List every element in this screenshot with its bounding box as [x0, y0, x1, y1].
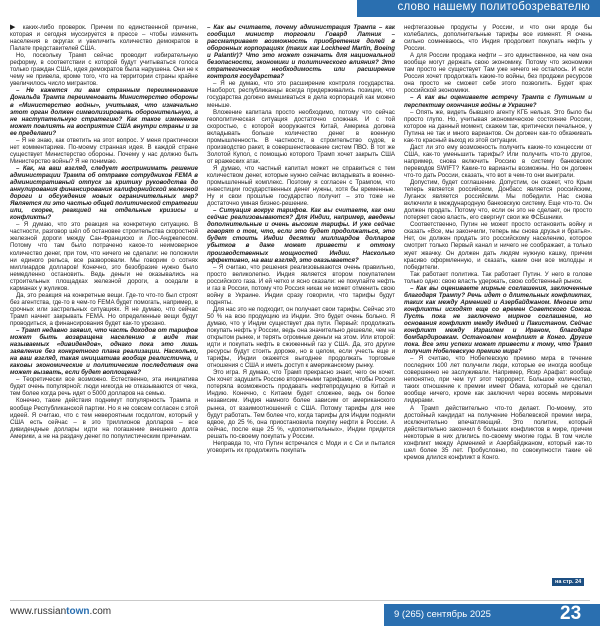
continuation-arrow-icon: ▶ — [10, 24, 23, 31]
paragraph: Неправда то, что Путин встречался с Моди и с Си и пытался уговорить их продолжить покупать — [207, 439, 395, 454]
interview-question: – Не кажется ли вам странным переименование Дональда Трампа переименовать Министерство обороны в «Министерство войны», учитывая, что изначально этот орган должен символизировать оборонительную, а не наступательную стратегию? Как такое изменение может повлиять на восприятие США внутри страны и за ее пределами? — [10, 87, 198, 137]
footer-site-suffix: .com — [89, 606, 112, 617]
paragraph-text: каких-либо проверок. Причем по единственной причине, которая и сегодня муссируется в прессе – чтобы изменить населения в округах и увеличить количество демократов в Палате представителей США. — [10, 24, 198, 53]
continued-tag: на стр. 24 — [552, 578, 584, 586]
paragraph: Конечно, такие действия поднимут популярность Трампа и вообще Республиканской партии. Но я не совсем согласен с этой идеей. Я считаю, что с тем невероятным госдолгом, который у США есть сейчас – в это триллионов долларов – все дивидендные доллары идти на погашение внешнего долга Америки, а не на раздачу денег по популистическим причинам. — [10, 397, 198, 440]
paragraph: Вложение капитала просто необходимо, потому что сейчас геополитическая ситуация достаточно сложная. И с той скоростью, с которой вооружается Китай, Америка должна вкладывать больше количество денег в военную промышленность. В частности, в строительство судов, в производство ракет, в совершенствование систем ПВО. В тот же Золотой Купол, с помощью которого Трамп хочет закрыть США от вражеских атак. — [207, 108, 395, 165]
paragraph: Так работает политика. Так работает Путин. У него в голове только одно: свою власть удержать, свою собственный рынок. — [404, 270, 592, 285]
paragraph: – Я не думаю, что это расширение контроля государства. Наоборот, республиканцы всегда придерживались позиции, что государства должно вмешиваться в дела корпораций как можно меньше. — [207, 80, 395, 109]
paragraph: А Трамп действительно что-то делает. По-моему, это достойный кандидат на получение Нобелевской премии мира, исключительно впечатляющий. Это политик, который действительно закончил 6 больших конфликтов в мире, причем некоторые в них длились по-своему многие годы. В том числе конфликт между Арменией и Азербайджаном, который как-то шел более 35 лет. Пробусловно, по совокупности такие её кремов длился конфликт в Конго. — [404, 404, 592, 461]
paragraph: Это игра. Я думаю, что Трамп прекрасно знает, чего он хочет. Он хочет задушить Россию вторичными тарифами, чтобы Россия потеряла возможность продавать нефтепродукцию в Китай и Индию. Конечно, с Китаем будет сложнее, ведь он более независим. Индия намного более зависим от американского рынка, от взаимоотношений с США. Потому тарифы для нее будут работать. Тем более что, когда тарифы для Индии подняли вдвое, до 25 %, она приостановила покупку нефти в России. А сейчас, после еще 25 %, «дополнительных», Индии придется решать по-своему покупать у России. — [207, 369, 395, 440]
interview-question: – Ситуация вокруг тарифов. Как вы считаете, как они сейчас реализовываются? Для Индии, например, введены дополнительные и очень высокие тарифы. И уже сейчас говорят о том, что, если это будет продолжаться, это будет стоить Индии десятки миллиардов долларов убытков в даже может привести к оттоку производственных мощностей Индии. Насколько эффективно, на ваш взгляд, это оказывается? — [207, 207, 395, 264]
paragraph: Даст ли это ему возможность получить какие-то концессии от США, как-то уменьшить тарифы? Или получить что-то другое, например, снова включить Россию в систему банковских переводов SWIFT? Какие-то варианты возможны. Но он должен что-то дать России, сказать, что вот в чем-то они выиграли. — [404, 143, 592, 179]
paragraph: Для нас это не подходит, он получает свои тарифы. Сейчас это 50 % на всю продукцию из Индии. Это будет очень больно. Я думаю, что у Индии существует два пути. Первый: продолжать покупать нефть у России, ведь она значительно дешевле, чем на открытом рынке, и терять огромные деньги на этом. Или второй: идти и покупать нефть в сжиженный газ у США. Да, это другие ресурсы будут стоить дороже, но в целом, если учесть еще и тарифы, Индии окажется выгоднее продолжать торговые отношения с США и иметь доступ к американскому рынку. — [207, 305, 395, 370]
paragraph: Соответственно, Путин не может просто остановить войну и сказать «Все, мы закончили, теперь мы снова друзья и братья». Нет, он должен продать это российскому населению, которое смотрит только Первый канал и ничего не соображает, а только жует жвачку. Он должен дать людям нужную кашку, причем красиво оформленную, и сказать, какие они все молодцы и победители. — [404, 221, 592, 271]
footer-site-prefix: www.russian — [10, 606, 67, 617]
paragraph: А для России продажа нефти – это единственное, на чем она вообще могут держать свою экономику. Потому что экономики там просто не существует Там уже ничего не осталось. И если Россия хочет продолжать какие-то войны, без продажи ресурсов она просто не сможет себе этого позволить. Будет крах российской экономики. — [404, 52, 592, 95]
paragraph: – Я считаю, что решения реализовываются очень правильно, просто великолепно. Индия является втором покупателем российского газа. И ей четко и ясно сказали: не покупайте нефть и газ в России, потому что Россия никак не может отменить свою войну в Украине. Индии сразу говорили, что тарифы будут подняты. — [207, 263, 395, 306]
interview-question: – Как вы считаете, почему администрация Трампа – как сообщил министр торговли Говард Латник – рассматривает возможность приобретения долей в оборонных корпорациях (таких как Lockheed Martin, Boeing и Palantir)? Что это может означать для национальной безопасности, экономики и политического влияния? Это стратегическая необходимость или расширение контроля государства? — [207, 24, 395, 81]
footer-divider — [10, 600, 590, 601]
paragraph: – Я считаю, что Нобелевскую премию мира в течение последних 100 лет получили люди, которые ее иногда вообще совершенно не заслуживали. Например, Ясир Арафат: вообще непонятно, при чем тут этот террорист. Большое количество, таких отношение к премии имеет Обама, который не сделал вообще ничего, кроме как заключил через восемь мировыми лидерами. — [404, 355, 592, 405]
paragraph: – Я думаю, что это реакция на конкретную ситуацию. В частности, разговор шёл об остановке строительства скоростной железной дороги между Сан-Франциско и Лос-Анджелесом. Потому что там было потрачено какое-то неимоверное количество денег, при том, что ничего не сделали: не положили ни единого рельса, все разворовали. Мы говорим о сотнях миллиардов долларов! Конечно, это безобразие нужно было немедленно остановить. Ведь деньги не оказывались на строительных площадках железной дороги, а оседали в карманах у жуликов. — [10, 221, 198, 292]
paragraph: – Я не знаю, как ответить на этот вопрос. У меня практически нет комментариев. По-моему странная идея. В каждой стране существует Министерство обороны. Почему у нас должно быть Министерство войны? Я не понимаю. — [10, 136, 198, 165]
paragraph: Да, это реакция на конкретные вещи. Где-то что-то был строят без агентства, где-то в чем-то FEMA будет помогать, например, в срочных или застрельных ситуациях. Я не думаю, что сейчас Трамп начнет закрывать FEMA. Но определенные вещи будут проводиться, а финансирования будет как-то урезано. — [10, 291, 198, 327]
paragraph: – Теоретически все возможно. Естественно, эта инициатива будет очень популярной: люди никогда не отказываются от чека, тем более когда речь идет о 5000 долларов на семью. — [10, 376, 198, 398]
interview-question: – А как вы оцениваете встречу Трампа с Путиным и перспективу окончания войны в Украине? — [404, 94, 592, 109]
article-body — [10, 24, 594, 596]
page-number: 23 — [560, 603, 582, 624]
paragraph: – Опять же, видеть бывшего агенту КГБ нельзя. Это было бы просто глупо. Но, учитывая экономическое состояние России, которое на данный момент, скажем так, критически печальное, у Путина не так и много вариантов. Он должен как-то обхаживать как-то красный выход из этой ситуации. — [404, 108, 592, 144]
issue-info: 9 (265) сентябрь 2025 — [394, 609, 491, 620]
footer-site-brand: town — [66, 606, 90, 617]
article-column-2 — [207, 24, 395, 596]
paragraph: Я думаю, что частный капитал может не справиться с тем количеством денег, которые нужно сейчас вкладывать в военно-промышленный комплекс. Поэтому я согласен с Трампом, что инвестиции государственных денег нужны, хотя бы временные. Ну и свои прошлые государство получит – это тоже не достаточно умная бизнес-решение. — [207, 164, 395, 208]
paragraph — [10, 24, 198, 52]
paragraph: Но, поскольку Трамп сейчас проводит избирательную реформу, в соответствии с которой будут учитываться голоса только граждан США, идея демократов была нарушена. Они не к чему не привела, кроме того, что на территории страны крайне увеличилось число мигрантов. — [10, 52, 198, 88]
footer-website[interactable] — [10, 606, 111, 617]
article-column-3 — [404, 24, 592, 596]
interview-question: – Трамп недавно заявил, что часть доходов от тарифов может быть возвращена населению в виде так называемых «дивидендов», однако пока это лишь заявление без конкретного плана реализации. Насколько, на ваш взгляд, такая инициатива вообще реалистична, и каковы экономические и политические последствия она может вызвать, если будет воплощена? — [10, 327, 198, 377]
section-title: слово нашему политобозревателю — [397, 1, 590, 13]
interview-question: – Как вы оцениваете мирные соглашения, заключенные благодаря Трампу? Речь идет о длительных конфликтах, таких как между Арменией и Азербайджаном. Многие эти конфликты исходят еще со времен Советского Союза. Пусть пока не заключено мирное соглашение, но основания конфликт между Индией и Пакистаном. Сейчас конфликт между Израилем и Ираном, благодаря бомбардировкам. Остановлен конфликт в Конго. Другие пока. Все эти успехи может привести к тому, что Трамп получит Нобелевскую премию мира? — [404, 284, 592, 356]
interview-question: – Как, на ваш взгляд, следует воспринимать решение администрации Трампа об отправке сотрудников FEMA в административный отпуск за критику руководства до аннулирования финансирования калифорнийской железной дороги и обсуждения новых ограничительных мер? Является ли это частью общей политической стратегии или, скорее, реакцией на отдельные кризисы и конфликты? — [10, 164, 198, 222]
section-header — [0, 0, 600, 18]
paragraph: Допустим, будет соглашение. Допустим, он скажет, что Крым теперь является российским, Донбасс является российским, Луганск является российским. Мы победили. Нас снова включили в международную банковскую систему. Еще что-то. Он должен продать. Потому что, если он это не сделает, он просто потеряет свою власть, его свергнут свои же ФСБшники. — [404, 179, 592, 222]
article-column-1 — [10, 24, 198, 596]
paragraph: нефтегазовые продукты у России, и что они вроде бы колебались, дополнительные тарифы все изменят. Я очень сильно сомневаюсь, что Индия продолжит покупать нефть у России. — [404, 24, 592, 53]
